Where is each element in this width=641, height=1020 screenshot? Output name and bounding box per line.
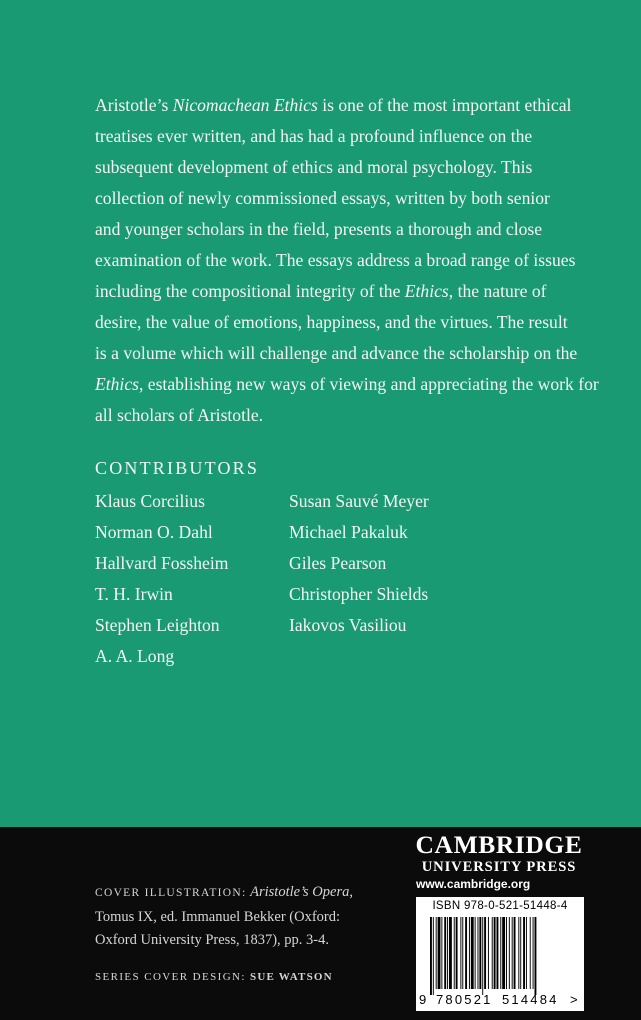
blurb-italic-title: Nicomachean Ethics bbox=[172, 95, 318, 115]
cover-illustration-label: COVER ILLUSTRATION: bbox=[95, 887, 247, 899]
credit-comma: , bbox=[349, 884, 353, 900]
publisher-name: CAMBRIDGE bbox=[415, 830, 583, 859]
blurb-italic-title: Ethics bbox=[404, 281, 449, 301]
contributor-name: Iakovos Vasiliou bbox=[289, 615, 407, 635]
barcode-bar bbox=[449, 917, 452, 989]
barcode-bar bbox=[500, 917, 501, 989]
barcode-bar bbox=[520, 917, 521, 989]
barcode-bar bbox=[502, 917, 505, 989]
blurb-line bbox=[95, 245, 610, 276]
barcode-bar bbox=[492, 917, 493, 989]
barcode bbox=[416, 897, 584, 1011]
publisher-press: UNIVERSITY PRESS bbox=[421, 859, 577, 875]
barcode-marker: > bbox=[570, 992, 578, 1007]
barcode-bar bbox=[530, 917, 531, 989]
blurb-text-part: collection of newly commissioned essays, written by both senior bbox=[95, 188, 550, 208]
barcode-bar bbox=[475, 917, 476, 989]
publisher-logo bbox=[414, 831, 584, 893]
footer-panel bbox=[0, 827, 641, 1020]
barcode-bar bbox=[484, 917, 486, 989]
blurb-line bbox=[95, 90, 610, 121]
barcode-bar bbox=[433, 917, 434, 995]
barcode-bar bbox=[436, 917, 437, 989]
blurb-line bbox=[95, 307, 610, 338]
publisher-website[interactable]: www.cambridge.org bbox=[416, 877, 531, 891]
series-design-label: SERIES COVER DESIGN: bbox=[95, 971, 246, 983]
contributor-name: Christopher Shields bbox=[289, 584, 429, 604]
blurb-text-part: is a volume which will challenge and advance the scholarship on the bbox=[95, 343, 578, 363]
barcode-bar bbox=[488, 917, 489, 989]
barcode-bar bbox=[526, 917, 527, 989]
contributor-name: Klaus Corcilius bbox=[95, 491, 205, 511]
blurb-line bbox=[95, 152, 610, 183]
barcode-bar bbox=[441, 917, 442, 989]
blurb-text-part: all scholars of Aristotle. bbox=[95, 405, 264, 425]
blurb-line bbox=[95, 369, 610, 400]
barcode-bar bbox=[438, 917, 441, 989]
barcode-bar bbox=[430, 917, 432, 995]
blurb-text-part: subsequent development of ethics and moral psychology. This bbox=[95, 157, 533, 177]
credit-line-3: Oxford University Press, 1837), pp. 3-4. bbox=[95, 932, 329, 948]
barcode-bar bbox=[462, 917, 463, 989]
barcode-bar bbox=[514, 917, 516, 989]
isbn-text: ISBN 978-0-521-51448-4 bbox=[432, 900, 568, 912]
barcode-bar bbox=[533, 917, 534, 989]
blurb-text-part: , the nature of bbox=[448, 281, 547, 301]
barcode-bar bbox=[460, 917, 461, 989]
barcode-bar bbox=[482, 917, 483, 995]
contributor-name: T. H. Irwin bbox=[95, 584, 173, 604]
cover-illustration-credit bbox=[95, 881, 365, 953]
blurb-line bbox=[95, 121, 610, 152]
blurb-line bbox=[95, 183, 610, 214]
barcode-bar bbox=[509, 917, 510, 989]
barcode-right-group: 514484 bbox=[502, 992, 559, 1007]
blurb-line bbox=[95, 400, 610, 431]
blurb-line bbox=[95, 214, 610, 245]
blurb-text-part: Aristotle’s bbox=[95, 95, 173, 115]
barcode-bar bbox=[478, 917, 479, 989]
blurb-italic-title: Ethics bbox=[95, 374, 139, 394]
blurb-text-part: desire, the value of emotions, happiness, and the virtues. The result bbox=[95, 312, 568, 332]
blurb-line bbox=[95, 276, 610, 307]
blurb-text-part: treatises ever written, and has had a profound influence on the bbox=[95, 126, 533, 146]
barcode-bar bbox=[456, 917, 458, 989]
credit-line-2: Tomus IX, ed. Immanuel Bekker (Oxford: bbox=[95, 908, 341, 925]
barcode-bar bbox=[535, 917, 537, 995]
barcode-bar bbox=[494, 917, 496, 989]
barcode-bar bbox=[444, 917, 446, 989]
barcode-bars bbox=[430, 917, 570, 997]
cover-illustration-title: Aristotle’s Opera bbox=[250, 884, 350, 900]
contributor-name: Susan Sauvé Meyer bbox=[289, 491, 429, 511]
barcode-bar bbox=[512, 917, 513, 989]
barcode-bar bbox=[479, 917, 481, 989]
blurb-text-part: examination of the work. The essays address a broad range of issues bbox=[95, 250, 576, 270]
barcode-first-digit: 9 bbox=[419, 992, 427, 1007]
series-designer: SUE WATSON bbox=[250, 971, 333, 983]
contributor-name: Norman O. Dahl bbox=[95, 522, 213, 542]
barcode-bar bbox=[465, 917, 467, 989]
contributor-name: Michael Pakaluk bbox=[289, 522, 408, 542]
barcode-bar bbox=[447, 917, 448, 989]
barcode-bar bbox=[497, 917, 499, 989]
blurb-text-part: , establishing new ways of viewing and appreciating the work for bbox=[138, 374, 599, 394]
series-cover-design bbox=[95, 971, 333, 983]
contributor-name: Hallvard Fossheim bbox=[95, 553, 229, 573]
barcode-bar bbox=[506, 917, 507, 989]
blurb-text-part: including the compositional integrity of the bbox=[95, 281, 405, 301]
blurb-line bbox=[95, 338, 610, 369]
barcode-left-group: 780521 bbox=[436, 992, 493, 1007]
barcode-bar bbox=[471, 917, 474, 989]
barcode-bar bbox=[454, 917, 455, 989]
blurb-text-part: and younger scholars in the field, presents a thorough and close bbox=[95, 219, 543, 239]
contributor-name: Giles Pearson bbox=[289, 553, 387, 573]
blurb-text bbox=[95, 90, 610, 431]
contributors-heading: CONTRIBUTORS bbox=[95, 458, 260, 478]
barcode-bar bbox=[518, 917, 519, 989]
barcode-bar bbox=[523, 917, 525, 989]
blurb-text-part: is one of the most important ethical bbox=[317, 95, 572, 115]
contributor-name: Stephen Leighton bbox=[95, 615, 220, 635]
contributor-name: A. A. Long bbox=[95, 646, 175, 666]
barcode-bar bbox=[469, 917, 470, 989]
